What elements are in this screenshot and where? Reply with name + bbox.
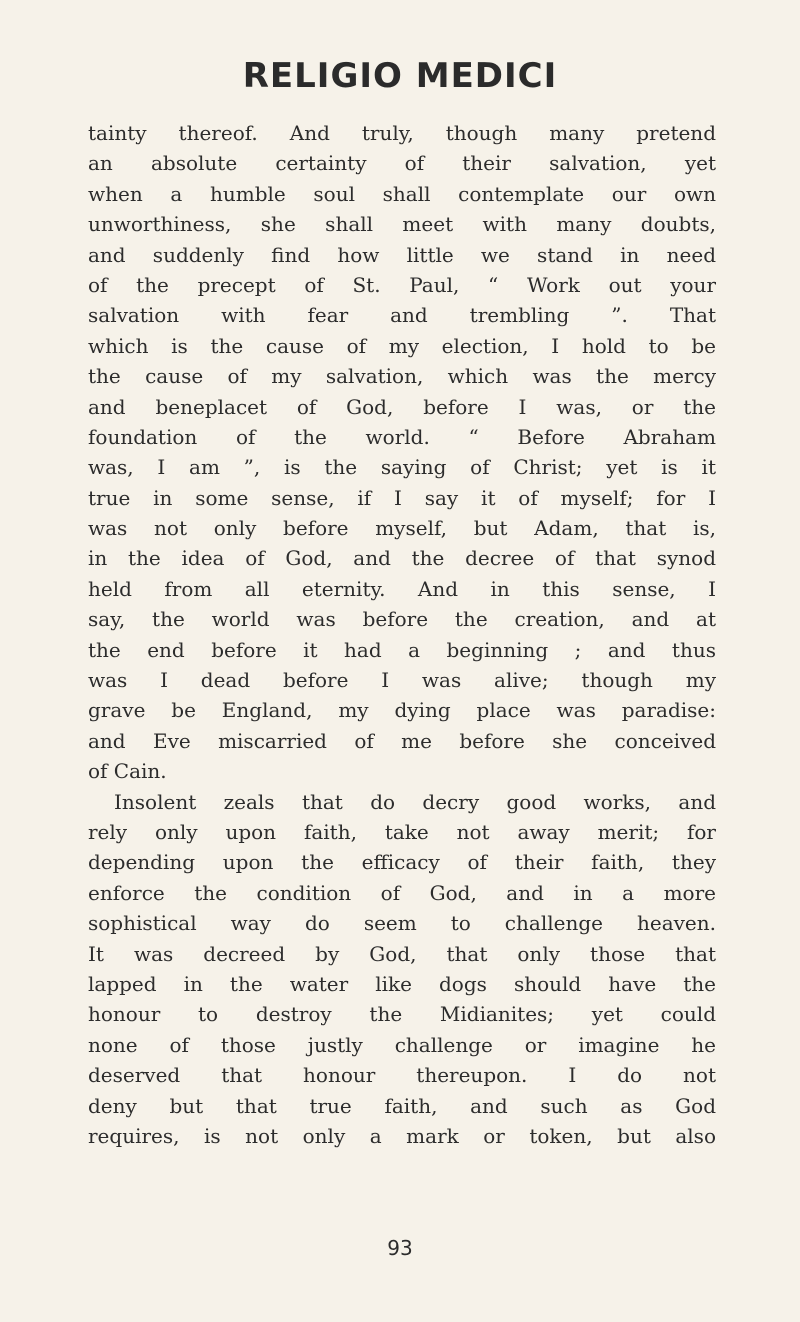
page-number: 93 <box>387 1236 413 1260</box>
text-line: unworthiness, she shall meet with many doubts, <box>88 212 716 237</box>
text-line: and beneplacet of God, before I was, or the <box>88 394 716 419</box>
text-line: tainty thereof. And truly, though many pretend <box>88 121 716 145</box>
text-line: honour to destroy the Midianites; yet could <box>88 1002 716 1027</box>
text-line: an absolute certainty of their salvation, yet <box>88 151 716 176</box>
text-line: It was decreed by God, that only those that <box>88 941 716 966</box>
text-line: the end before it had a beginning ; and thus <box>88 637 716 662</box>
text-line: lapped in the water like dogs should have the <box>88 971 716 996</box>
text-line: of the precept of St. Paul, “ Work out your <box>88 272 716 297</box>
body-text <box>88 118 716 1151</box>
text-line: sophistical way do seem to challenge heaven. <box>88 911 716 936</box>
text-line: held from all eternity. And in this sense, I <box>88 576 716 601</box>
text-line: was not only before myself, but Adam, that is, <box>88 516 716 541</box>
text-line: and suddenly find how little we stand in need <box>88 242 716 267</box>
text-line: enforce the condition of God, and in a more <box>88 880 716 905</box>
text-line: none of those justly challenge or imagine he <box>88 1032 716 1057</box>
text-line: depending upon the efficacy of their faith, they <box>88 850 716 875</box>
text-line: in the idea of God, and the decree of that synod <box>88 546 716 571</box>
text-line: which is the cause of my election, I hold to be <box>88 333 716 358</box>
text-line: rely only upon faith, take not away merit; for <box>88 819 716 844</box>
text-line: true in some sense, if I say it of myself; for I <box>88 485 716 510</box>
text-line: grave be England, my dying place was paradise: <box>88 698 716 723</box>
text-line: was, I am ”, is the saying of Christ; yet is it <box>88 455 716 480</box>
text-line: and Eve miscarried of me before she conceived <box>88 728 716 753</box>
text-line: was I dead before I was alive; though my <box>88 668 716 693</box>
text-line: when a humble soul shall contemplate our own <box>88 181 716 206</box>
text-line: salvation with fear and trembling ”. That <box>88 303 716 328</box>
text-line: deserved that honour thereupon. I do not <box>88 1063 716 1088</box>
text-line: say, the world was before the creation, and at <box>88 607 716 632</box>
text-line: requires, is not only a mark or token, but also <box>88 1123 716 1148</box>
text-line: the cause of my salvation, which was the mercy <box>88 364 716 389</box>
paragraph-start-line: Insolent zeals that do decry good works, and <box>114 789 716 814</box>
text-line: deny but that true faith, and such as God <box>88 1093 716 1118</box>
text-line: foundation of the world. “ Before Abraham <box>88 424 716 449</box>
text-line: of Cain. <box>88 759 167 784</box>
running-head: RELIGIO MEDICI <box>242 56 558 96</box>
